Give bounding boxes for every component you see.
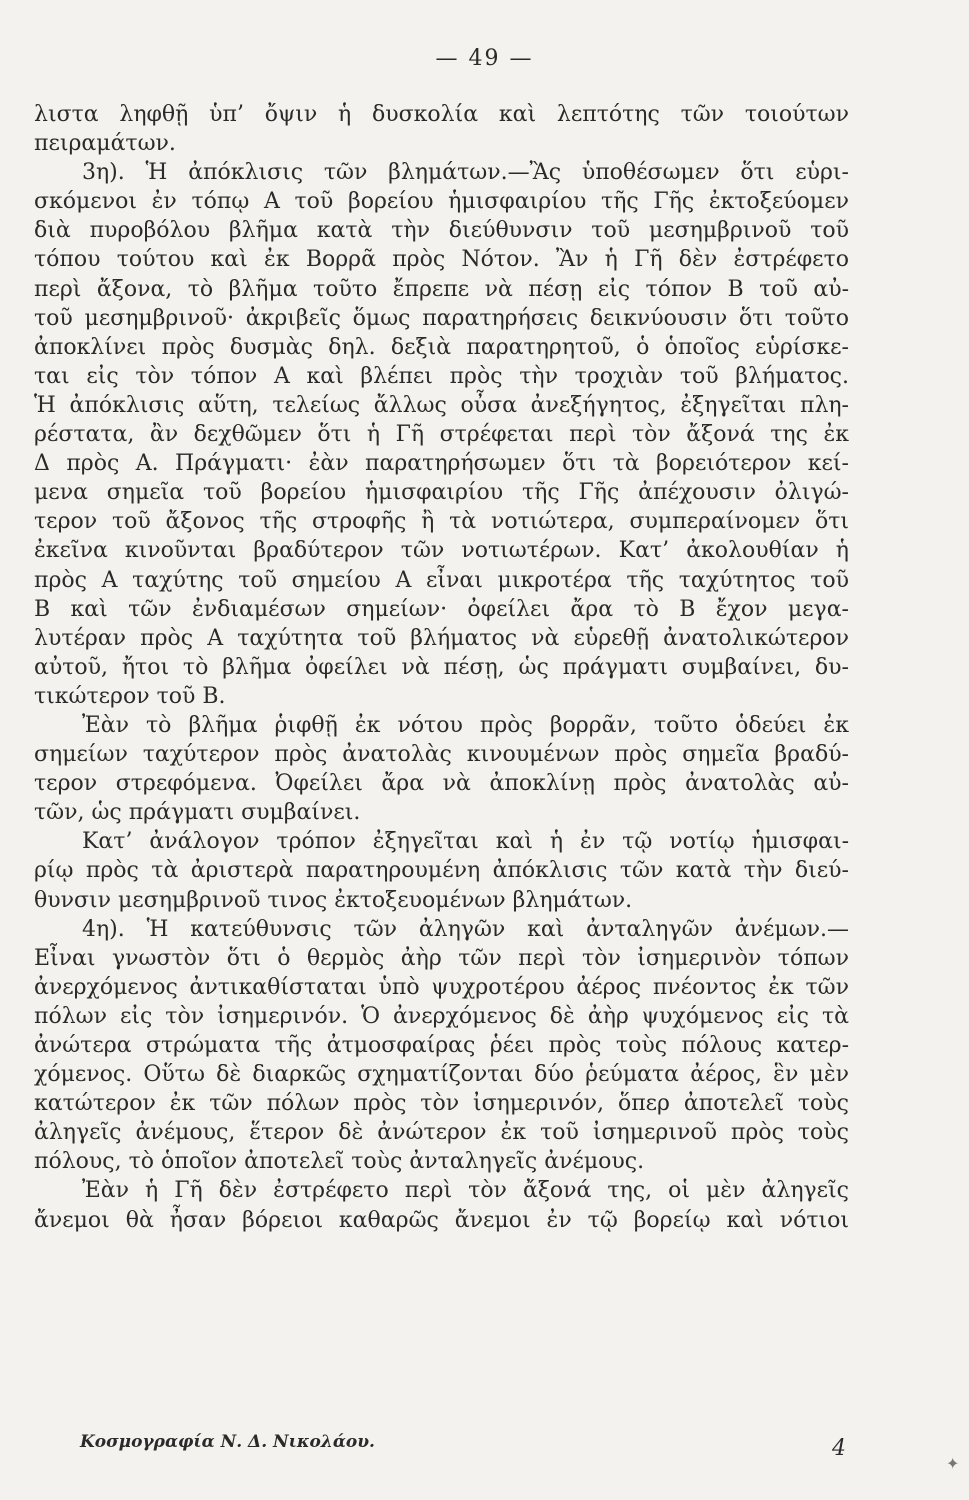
text-line: λυτέραν πρὸς Α ταχύτητα τοῦ βλήματος νὰ εὑρεθῇ ἀνατολικώτερον [34,625,849,651]
text-line: Ἐὰν ἡ Γῆ δὲν ἐστρέφετο περὶ τὸν ἄξονά της, οἱ μὲν ἀληγεῖς [82,1178,849,1204]
text-line: ἀληγεῖς ἀνέμους, ἕτερον δὲ ἀνώτερον ἐκ τοῦ ἰσημερινοῦ πρὸς τοὺς [34,1120,849,1146]
text-line: Ἐὰν τὸ βλῆμα ῥιφθῇ ἐκ νότου πρὸς βορρᾶν, τοῦτο ὁδεύει ἐκ [82,712,849,738]
page-number: — 49 — [435,46,534,71]
text-line: διὰ πυροβόλου βλῆμα κατὰ τὴν διεύθυνσιν τοῦ μεσημβρινοῦ τοῦ [34,218,849,244]
text-line: ρέστατα, ἂν δεχθῶμεν ὅτι ἡ Γῆ στρέφεται περὶ τὸν ἄξονά της ἐκ [34,422,849,448]
text-line: χόμενος. Οὕτω δὲ διαρκῶς σχηματίζονται δύο ῥεύματα ἀέρος, ἓν μὲν [34,1062,849,1088]
text-line: Β καὶ τῶν ἐνδιαμέσων σημείων· ὀφείλει ἄρα τὸ Β ἔχον μεγα- [34,596,849,622]
text-line: περὶ ἄξονα, τὸ βλῆμα τοῦτο ἔπρεπε νὰ πέσῃ εἰς τόπον Β τοῦ αὐ- [34,276,849,302]
text-line: ἐκεῖνα κινοῦνται βραδύτερον τῶν νοτιωτέρων. Κατ’ ἀκολουθίαν ἡ [34,538,849,564]
text-line: τικώτερον τοῦ Β. [34,683,226,709]
text-line: μενα σημεῖα τοῦ βορείου ἡμισφαιρίου τῆς Γῆς ἀπέχουσιν ὀλιγώ- [34,480,849,506]
text-line: πρὸς Α ταχύτης τοῦ σημείου Α εἶναι μικροτέρα τῆς ταχύτητος τοῦ [34,567,849,593]
text-line: τῶν, ὡς πράγματι συμβαίνει. [34,800,361,826]
text-line: αὐτοῦ, ἤτοι τὸ βλῆμα ὀφείλει νὰ πέσῃ, ὡς πράγματι συμβαίνει, δυ- [34,654,849,680]
text-line: πόλους, τὸ ὁποῖον ἀποτελεῖ τοὺς ἀνταληγεῖς ἀνέμους. [34,1149,645,1175]
text-line: σκόμενοι ἐν τόπῳ Α τοῦ βορείου ἡμισφαιρίου τῆς Γῆς ἐκτοξεύομεν [34,189,849,215]
book-footer: Κοσμογραφία Ν. Δ. Νικολάου. [80,1432,375,1452]
text-line: τερον στρεφόμενα. Ὀφείλει ἄρα νὰ ἀποκλίνῃ πρὸς ἀνατολὰς αὐ- [34,771,849,797]
text-line: ρίῳ πρὸς τὰ ἀριστερὰ παρατηρουμένη ἀπόκλισις τῶν κατὰ τὴν διεύ- [34,858,849,884]
text-line: ται εἰς τὸν τόπον Α καὶ βλέπει πρὸς τὴν τροχιὰν τοῦ βλήματος. [34,363,849,389]
text-line: τόπου τούτου καὶ ἐκ Βορρᾶ πρὸς Νότον. Ἂν ἡ Γῆ δὲν ἐστρέφετο [34,247,849,273]
text-line: πόλων εἰς τὸν ἰσημερινόν. Ὁ ἀνερχόμενος δὲ ἀὴρ ψυχόμενος εἰς τὰ [34,1003,849,1029]
corner-mark: ✦ [946,1454,960,1473]
text-line: Εἶναι γνωστὸν ὅτι ὁ θερμὸς ἀὴρ τῶν περὶ τὸν ἰσημερινὸν τόπων [34,945,849,971]
text-line: κατώτερον ἐκ τῶν πόλων πρὸς τὸν ἰσημερινόν, ὅπερ ἀποτελεῖ τοὺς [34,1091,849,1117]
section-heading-line: 4η). Ἡ κατεύθυνσις τῶν ἀληγῶν καὶ ἀνταληγῶν ἀνέμων.— [82,916,849,942]
text-line: Ἡ ἀπόκλισις αὕτη, τελείως ἄλλως οὖσα ἀνεξήγητος, ἐξηγεῖται πλη- [34,392,849,418]
signature-number: 4 [832,1436,846,1461]
text-line: τοῦ μεσημβρινοῦ· ἀκριβεῖς ὅμως παρατηρήσεις δεικνύουσιν ὅτι τοῦτο [34,305,849,331]
text-line: πειραμάτων. [34,131,176,157]
text-line: ἄνεμοι θὰ ἦσαν βόρειοι καθαρῶς ἄνεμοι ἐν τῷ βορείῳ καὶ νότιοι [34,1207,849,1233]
text-line: σημείων ταχύτερον πρὸς ἀνατολὰς κινουμένων πρὸς σημεῖα βραδύ- [34,742,849,768]
body-text [34,100,849,1235]
text-line: τερον τοῦ ἄξονος τῆς στροφῆς ἢ τὰ νοτιώτερα, συμπεραίνομεν ὅτι [34,509,849,535]
text-line: Δ πρὸς Α. Πράγματι· ἐὰν παρατηρήσωμεν ὅτι τὰ βορειότερον κεί- [34,451,849,477]
section-heading-line: 3η). Ἡ ἀπόκλισις τῶν βλημάτων.—Ἂς ὑποθέσωμεν ὅτι εὑρι- [82,160,849,186]
text-line: Κατ’ ἀνάλογον τρόπον ἐξηγεῖται καὶ ἡ ἐν τῷ νοτίῳ ἡμισφαι- [82,829,849,855]
text-line: ἀνερχόμενος ἀντικαθίσταται ὑπὸ ψυχροτέρου ἀέρος πνέοντος ἐκ τῶν [34,974,849,1000]
text-line: λιστα ληφθῇ ὑπ’ ὄψιν ἡ δυσκολία καὶ λεπτότης τῶν τοιούτων [34,102,849,127]
text-line: ἀνώτερα στρώματα τῆς ἀτμοσφαίρας ῥέει πρὸς τοὺς πόλους κατερ- [34,1033,849,1058]
text-line: ἀποκλίνει πρὸς δυσμὰς δηλ. δεξιὰ παρατηρητοῦ, ὁ ὁποῖος εὑρίσκε- [34,334,849,360]
text-line: θυνσιν μεσημβρινοῦ τινος ἐκτοξευομένων βλημάτων. [34,887,633,913]
